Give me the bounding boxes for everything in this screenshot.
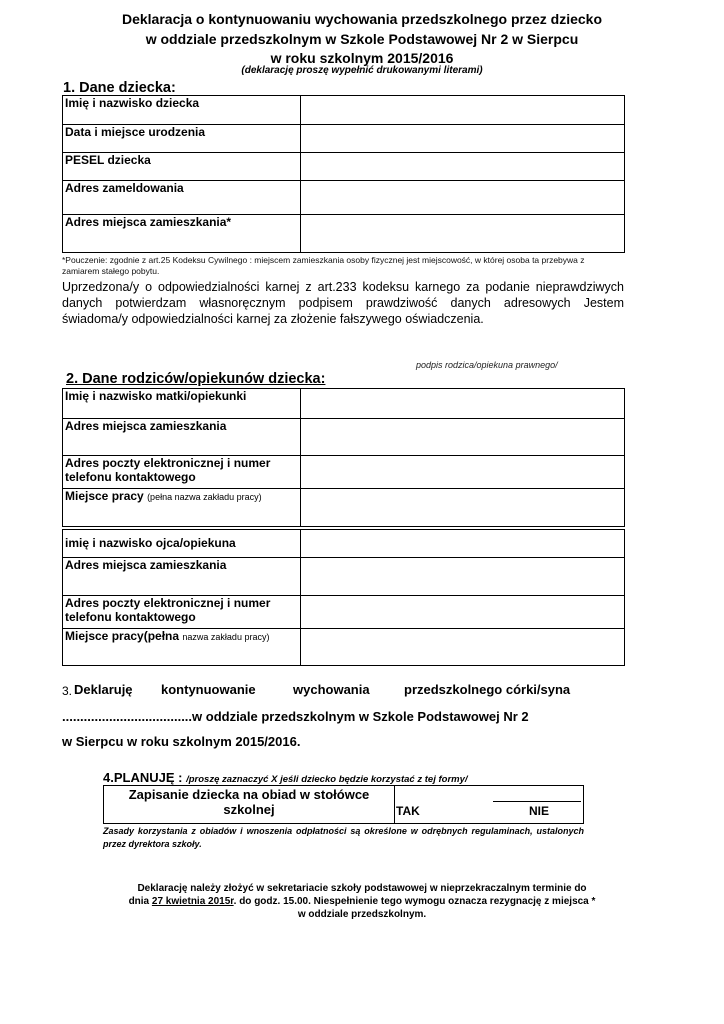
child-birth-field[interactable] [301, 125, 625, 153]
father-work-field[interactable] [301, 629, 625, 666]
lunch-option-label: Zapisanie dziecka na obiad w stołówce szkolnej [128, 787, 370, 817]
civil-code-footnote: *Pouczenie: zgodnie z art.25 Kodeksu Cywilnego : miejscem zamieszkania osoby fizycznej jest miejscowość, w której osoba ta przebywa z zamiarem stałego pobytu. [62, 255, 585, 276]
submission-deadline: 27 kwietnia 2015r [151, 896, 234, 907]
child-name-field[interactable] [301, 96, 625, 125]
declaration-line-3: w Sierpcu w roku szkolnym 2015/2016. [62, 734, 301, 749]
plan-title: 4.PLANUJĘ : [103, 770, 183, 785]
signature-label: podpis rodzica/opiekuna prawnego/ [416, 360, 558, 370]
declaration-word-1: Deklaruję [74, 682, 133, 697]
criminal-liability-statement: Uprzedzona/y o odpowiedzialności karnej z art.233 kodeksu karnego za podanie nieprawdziwych danych potwierdzam własnoręcznym podpisem prawdziwość danych adresowych Jestem świadoma/y odpowiedzialności karnej za złożenie fałszywego oświadczenia. [62, 280, 624, 326]
mother-name-field[interactable] [301, 389, 625, 419]
father-name-label: imię i nazwisko ojca/opiekuna [63, 530, 301, 558]
submission-note [62, 882, 662, 921]
submission-line-3: w oddziale przedszkolnym. [297, 909, 427, 920]
plan-instruction: /proszę zaznaczyć X jeśli dziecko będzie korzystać z tej formy/ [186, 774, 468, 785]
father-data-table [62, 529, 625, 666]
section-1-title: 1. Dane dziecka: [63, 80, 176, 96]
title-line-3: w roku szkolnym 2015/2016 [270, 50, 454, 66]
father-address-field[interactable] [301, 558, 625, 596]
child-residence-address-field[interactable] [301, 215, 625, 253]
declaration-line-1 [62, 682, 580, 700]
father-name-field[interactable] [301, 530, 625, 558]
declaration-word-3: wychowania [293, 682, 370, 697]
child-name-label: Imię i nazwisko dziecka [63, 96, 301, 125]
title-line-2: w oddziale przedszkolnym w Szkole Podstawowej Nr 2 w Sierpcu [145, 31, 579, 47]
submission-line-1: Deklarację należy złożyć w sekretariacie szkoły podstawowej w nieprzekraczalnym terminie do [137, 883, 587, 894]
lunch-rules-note: Zasady korzystania z obiadów i wnoszenia odpłatności są określone w odrębnych regulaminach, ustalonych przez dyrektora szkoły. [103, 826, 584, 849]
mother-work-field[interactable] [301, 489, 625, 527]
fill-instruction: (deklarację proszę wypełnić drukowanymi literami) [241, 65, 483, 76]
section-3-number: 3. [62, 684, 73, 698]
submission-line-2-rest: . do godz. 15.00. Niespełnienie tego wymogu oznacza rezygnację z miejsca * [233, 896, 596, 907]
father-work-text: Miejsce pracy(pełna [65, 629, 180, 643]
child-residence-address-label: Adres miejsca zamieszkania* [63, 215, 301, 253]
lunch-no-label[interactable]: NIE [529, 804, 550, 818]
declaration-line-2: ....................................w oddziale przedszkolnym w Szkole Podstawowej Nr 2 [62, 709, 529, 724]
mother-name-label: Imię i nazwisko matki/opiekunki [63, 389, 301, 419]
mother-contact-label: Adres poczty elektronicznej i numer telefonu kontaktowego [63, 456, 301, 489]
declaration-word-4: przedszkolnego córki/syna [404, 682, 571, 697]
title-line-1: Deklaracja o kontynuowaniu wychowania przedszkolnego przez dziecko [121, 11, 602, 27]
mother-data-table [62, 388, 625, 527]
declaration-word-2: kontynuowanie [161, 682, 256, 697]
child-registered-address-label: Adres zameldowania [63, 181, 301, 215]
father-work-note: nazwa zakładu pracy) [182, 632, 270, 642]
plan-heading [103, 770, 468, 785]
lunch-option-divider [394, 786, 395, 823]
mother-address-label: Adres miejsca zamieszkania [63, 419, 301, 456]
father-contact-field[interactable] [301, 596, 625, 629]
child-birth-label: Data i miejsce urodzenia [63, 125, 301, 153]
mother-work-note: (pełna nazwa zakładu pracy) [147, 492, 262, 502]
child-registered-address-field[interactable] [301, 181, 625, 215]
child-pesel-field[interactable] [301, 153, 625, 181]
mother-work-label [63, 489, 301, 527]
mother-work-text: Miejsce pracy [65, 489, 144, 503]
father-contact-label: Adres poczty elektronicznej i numer telefonu kontaktowego [63, 596, 301, 629]
section-2-title: 2. Dane rodziców/opiekunów dziecka: [66, 371, 326, 387]
father-address-label: Adres miejsca zamieszkania [63, 558, 301, 596]
lunch-option-box [103, 785, 584, 824]
submission-line-2 [62, 895, 662, 908]
father-work-label [63, 629, 301, 666]
mother-address-field[interactable] [301, 419, 625, 456]
lunch-yes-label[interactable]: TAK [396, 804, 420, 818]
child-pesel-label: PESEL dziecka [63, 153, 301, 181]
lunch-choice-line [493, 801, 581, 802]
mother-contact-field[interactable] [301, 456, 625, 489]
submission-prefix: dnia [128, 896, 150, 907]
child-data-table [62, 95, 625, 253]
